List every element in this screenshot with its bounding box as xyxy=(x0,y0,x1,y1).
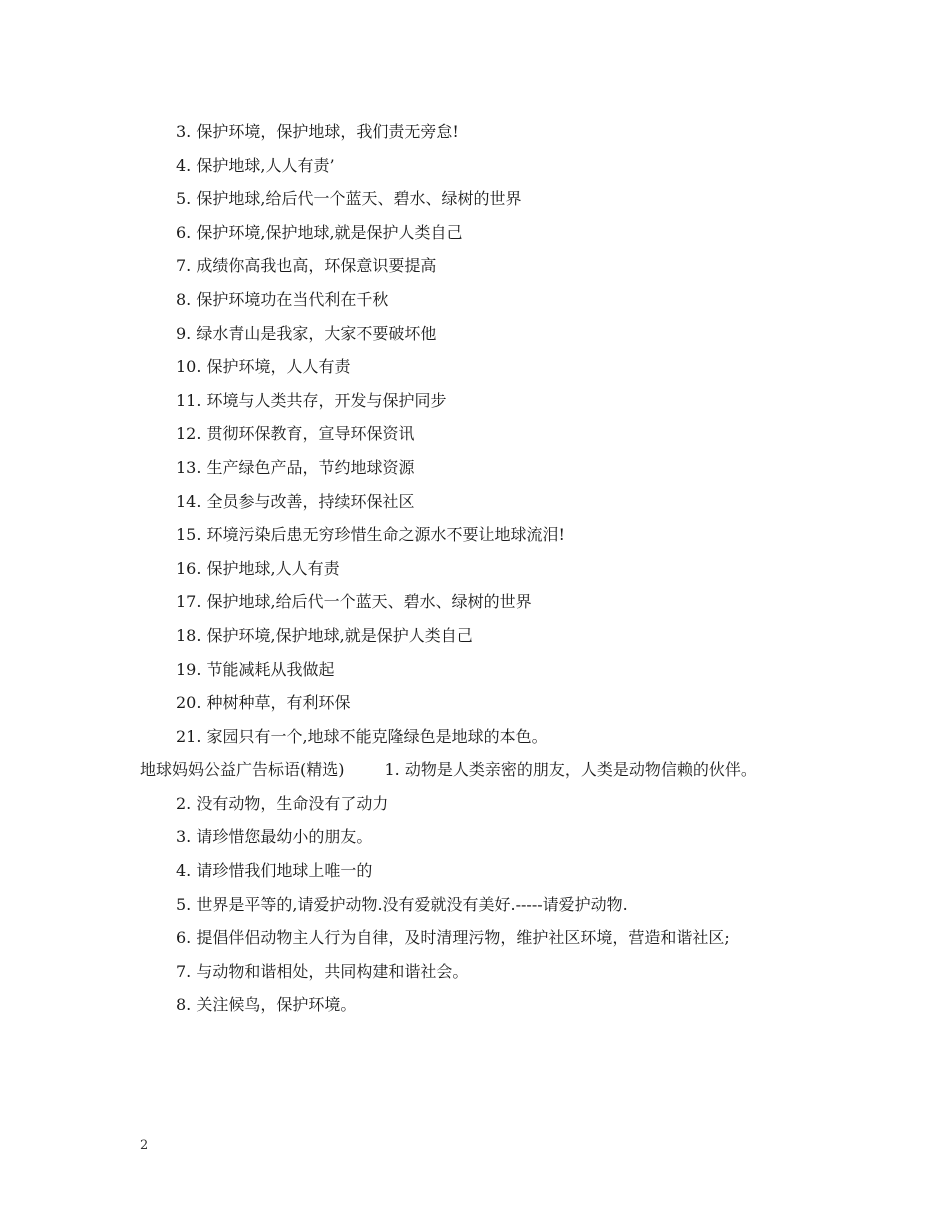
list-item: 7. 与动物和谐相处，共同构建和谐社会。 xyxy=(176,961,469,981)
list-item: 13. 生产绿色产品，节约地球资源 xyxy=(176,457,415,477)
list-item: 9. 绿水青山是我家，大家不要破坏他 xyxy=(176,323,437,343)
list-item: 8. 保护环境功在当代利在千秋 xyxy=(176,289,389,309)
list-item: 4. 保护地球,人人有责’ xyxy=(176,155,335,175)
list-item: 12. 贯彻环保教育，宣导环保资讯 xyxy=(176,424,415,444)
list-item: 4. 请珍惜我们地球上唯一的 xyxy=(176,861,373,881)
page-number: 2 xyxy=(140,1138,149,1153)
list-item: 1. 动物是人类亲密的朋友，人类是动物信赖的伙伴。 xyxy=(384,760,757,780)
document-body xyxy=(140,115,812,1022)
list-item: 18. 保护环境,保护地球,就是保护人类自己 xyxy=(176,625,473,645)
section-heading-paragraph xyxy=(140,753,812,787)
list-item: 6. 保护环境,保护地球,就是保护人类自己 xyxy=(176,222,463,242)
section-title: 地球妈妈公益广告标语(精选) xyxy=(140,760,345,780)
list-item: 15. 环境污染后患无穷珍惜生命之源水不要让地球流泪! xyxy=(176,525,565,545)
list-item: 17. 保护地球,给后代一个蓝天、碧水、绿树的世界 xyxy=(176,592,532,612)
list-item: 11. 环境与人类共存，开发与保护同步 xyxy=(176,390,447,410)
list-item: 5. 保护地球,给后代一个蓝天、碧水、绿树的世界 xyxy=(176,189,522,209)
list-item: 16. 保护地球,人人有责 xyxy=(176,558,340,578)
list-item: 6. 提倡伴侣动物主人行为自律，及时清理污物，维护社区环境，营造和谐社区; xyxy=(176,928,730,948)
list-item: 20. 种树种草，有利环保 xyxy=(176,693,351,713)
list-item: 8. 关注候鸟，保护环境。 xyxy=(176,995,357,1015)
slogan-list-environment xyxy=(140,115,812,753)
list-item: 14. 全员参与改善，持续环保社区 xyxy=(176,491,415,511)
list-item: 5. 世界是平等的,请爱护动物.没有爱就没有美好.-----请爱护动物. xyxy=(176,894,628,914)
list-item: 2. 没有动物，生命没有了动力 xyxy=(176,793,389,813)
list-item: 7. 成绩你高我也高，环保意识要提高 xyxy=(176,256,437,276)
slogan-list-animals xyxy=(140,787,812,1022)
list-item: 3. 保护环境，保护地球，我们责无旁怠! xyxy=(176,122,459,141)
list-item: 19. 节能减耗从我做起 xyxy=(176,659,335,679)
list-item: 21. 家园只有一个,地球不能克隆绿色是地球的本色。 xyxy=(176,726,548,746)
list-item: 3. 请珍惜您最幼小的朋友。 xyxy=(176,827,373,847)
list-item: 10. 保护环境，人人有责 xyxy=(176,357,351,377)
